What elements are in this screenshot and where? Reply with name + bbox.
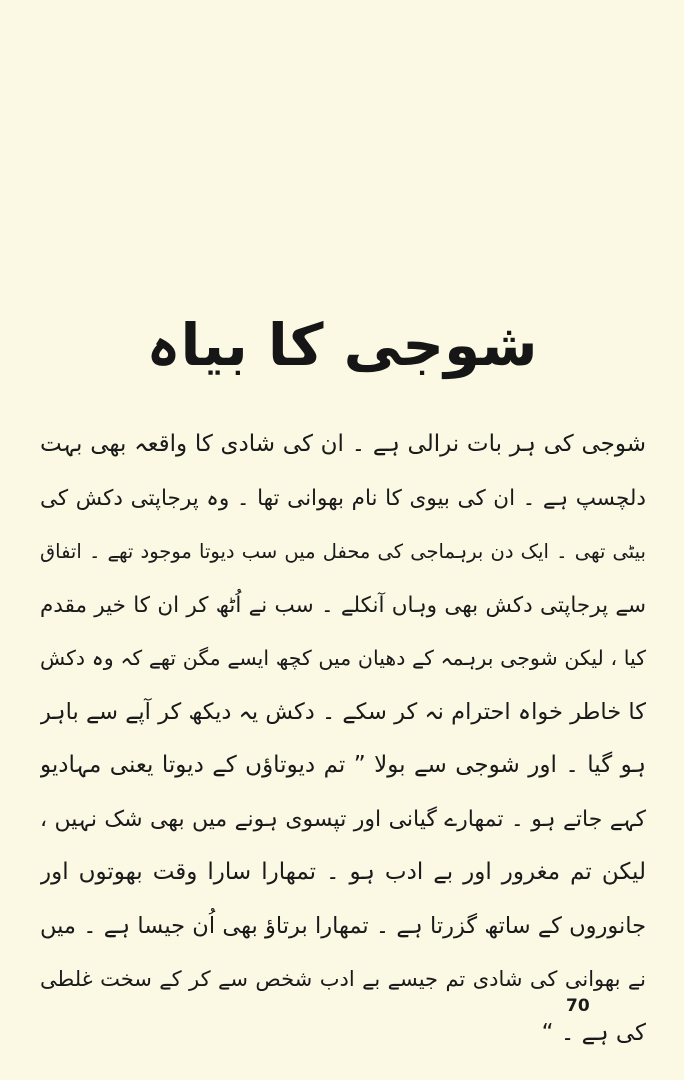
text-line: شوجی کی ہر بات نرالی ہے ۔ ان کی شادی کا واقعہ بھی بہت xyxy=(40,431,646,457)
text-line: بیٹی تھی ۔ ایک دن برہماجی کی محفل میں سب دیوتا موجود تھے ۔ اتفاق xyxy=(40,540,646,563)
text-line: جانوروں کے ساتھ گزرتا ہے ۔ تمھارا برتاؤ بھی اُن جیسا ہے ۔ میں xyxy=(40,912,646,939)
text-line: سے پرجاپتی دکش بھی وہاں آنکلے ۔ سب نے اُٹھ کر ان کا خیر مقدم xyxy=(40,592,646,618)
body-text xyxy=(40,418,646,1060)
text-line: کہے جاتے ہو ۔ تمھارے گیانی اور تپسوی ہونے میں بھی شک نہیں ، xyxy=(40,806,646,832)
text-line: لیکن تم مغرور اور بے ادب ہو ۔ تمھارا سارا وقت بھوتوں اور xyxy=(40,859,646,885)
text-line: کی ہے ۔ “ xyxy=(541,1019,646,1046)
chapter-title: شوجی کا بیاہ xyxy=(146,311,538,379)
text-line: کا خاطر خواہ احترام نہ کر سکے ۔ دکش یہ دیکھ کر آپے سے باہر xyxy=(40,698,646,725)
page-number: 70 xyxy=(566,996,590,1016)
text-line: ہو گیا ۔ اور شوجی سے بولا ” تم دیوتاؤں کے دیوتا یعنی مہادیو xyxy=(40,752,646,778)
text-line: دلچسپ ہے ۔ ان کی بیوی کا نام بھوانی تھا ۔ وہ پرجاپتی دکش کی xyxy=(40,485,646,511)
text-line: نے بھوانی کی شادی تم جیسے بے ادب شخص سے کر کے سخت غلطی xyxy=(40,967,646,991)
text-line: کیا ، لیکن شوجی برہمہ کے دھیان میں کچھ ایسے مگن تھے کہ وہ دکش xyxy=(40,646,646,670)
